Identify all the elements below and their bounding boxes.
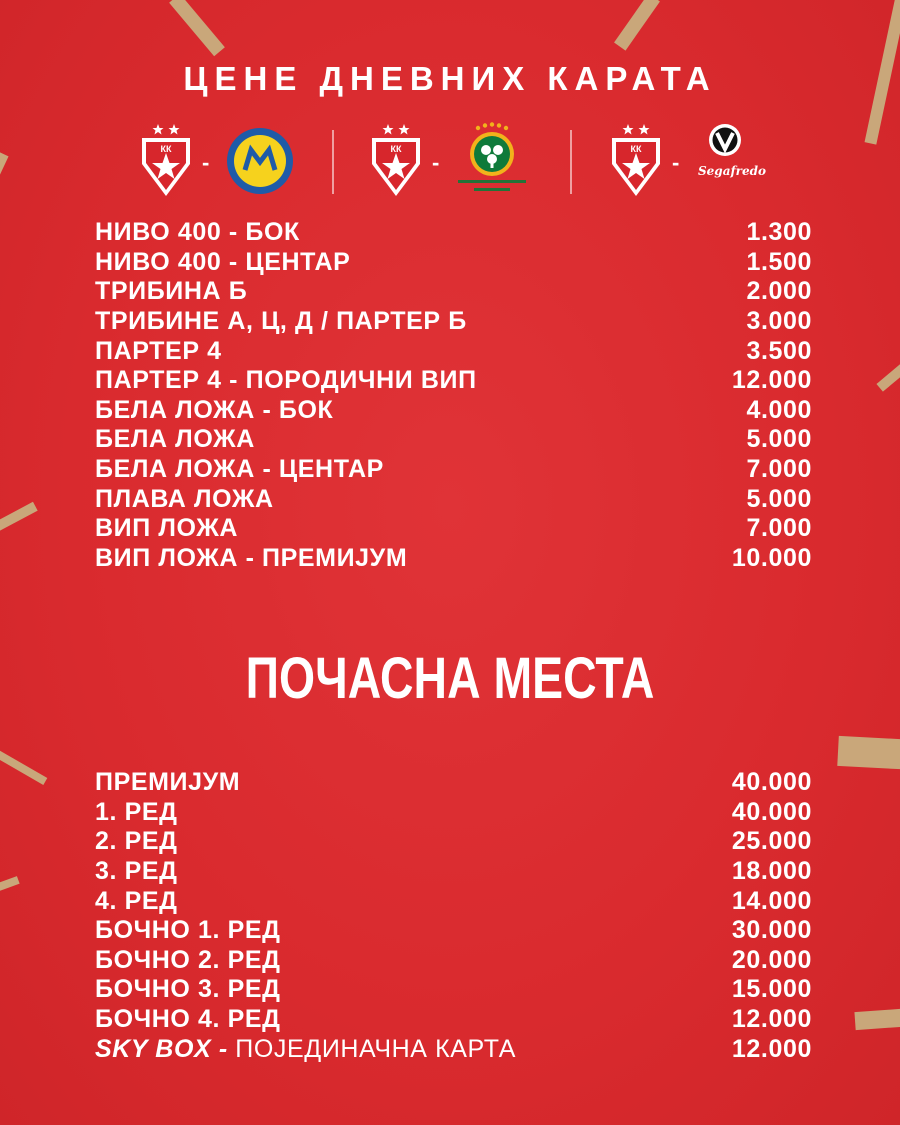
gold-shard-left-1	[0, 152, 9, 238]
price-row	[95, 768, 812, 798]
price-row	[95, 425, 812, 455]
price-row	[95, 396, 812, 426]
price-row-value: 40.000	[731, 797, 812, 826]
gold-shard-top-right	[614, 0, 660, 51]
matchup-3-separator: -	[672, 150, 680, 175]
price-row-label: ТРИБИНЕ А, Ц, Д / ПАРТЕР Б	[95, 307, 467, 336]
price-row	[95, 218, 812, 248]
price-row	[95, 886, 812, 916]
price-row-value: 10.000	[731, 543, 812, 572]
price-row	[95, 514, 812, 544]
skybox-label-light: ПОЈЕДИНАЧНА КАРТА	[235, 1034, 517, 1063]
matchup-2-separator: -	[432, 150, 440, 175]
price-row	[95, 307, 812, 337]
gold-shard-left-3	[0, 743, 47, 785]
crvena-zvezda-crest-icon	[366, 122, 426, 198]
crest-monogram: КК	[630, 144, 642, 154]
price-row-value: 7.000	[746, 514, 812, 543]
matchup-2	[360, 122, 550, 202]
price-row-label: ПРЕМИЈУМ	[95, 768, 241, 797]
price-row-label: БЕЛА ЛОЖА - БОК	[95, 395, 334, 424]
price-row-value: 3.000	[746, 307, 812, 336]
crest-monogram: КК	[390, 144, 402, 154]
page-title: ЦЕНЕ ДНЕВНИХ КАРАТА	[183, 60, 717, 97]
price-row	[95, 366, 812, 396]
price-row	[95, 248, 812, 278]
gold-shard-left-4	[0, 876, 20, 892]
matchups-row	[130, 122, 770, 202]
crvena-zvezda-crest-icon	[136, 122, 196, 198]
price-row-value: 1.300	[746, 218, 812, 247]
price-row-value: 25.000	[731, 827, 812, 856]
price-row-label: ТРИБИНА Б	[95, 277, 248, 306]
price-row-value: 12.000	[731, 1005, 812, 1034]
price-row-value: 3.500	[746, 336, 812, 365]
price-row	[95, 455, 812, 485]
price-row-label: БОЧНО 1. РЕД	[95, 916, 281, 945]
daily-price-list	[95, 218, 812, 573]
virtus-segafredo-crest-icon	[692, 122, 762, 162]
price-row	[95, 916, 812, 946]
price-row-label: БОЧНО 2. РЕД	[95, 945, 281, 974]
price-row-label: ПАРТЕР 4	[95, 336, 222, 365]
price-row-label: БОЧНО 3. РЕД	[95, 975, 281, 1004]
gold-shard-right-2	[837, 736, 900, 770]
gold-shard-left-2	[0, 502, 38, 548]
price-row-label: 3. РЕД	[95, 857, 178, 886]
price-row-value: 14.000	[731, 886, 812, 915]
price-row-value: 1.500	[746, 247, 812, 276]
price-row-label: ПАРТЕР 4 - ПОРОДИЧНИ ВИП	[95, 366, 477, 395]
price-row-label: НИВО 400 - ЦЕНТАР	[95, 247, 351, 276]
price-row	[95, 544, 812, 574]
price-row-value: 7.000	[746, 455, 812, 484]
matchup-1-separator: -	[202, 150, 210, 175]
price-row	[95, 798, 812, 828]
price-row-value: 30.000	[731, 916, 812, 945]
price-row-value: 5.000	[746, 484, 812, 513]
price-row-value: 15.000	[731, 975, 812, 1004]
matchup-divider-1	[332, 130, 334, 194]
honorary-section-title: ПОЧАСНА МЕСТА	[245, 646, 655, 711]
price-row-label: 2. РЕД	[95, 827, 178, 856]
sponsor-wordmark: Segafredo	[698, 164, 766, 178]
maccabi-tel-aviv-crest-icon	[225, 126, 295, 196]
price-row-label: БОЧНО 4. РЕД	[95, 1005, 281, 1034]
panathinaikos-crest-icon	[452, 122, 532, 200]
price-row-value: 12.000	[731, 366, 812, 395]
skybox-row-label	[95, 1035, 732, 1064]
price-row-label: ПЛАВА ЛОЖА	[95, 484, 274, 513]
price-row	[95, 484, 812, 514]
gold-shard-right-3	[854, 1008, 900, 1030]
price-row	[95, 827, 812, 857]
price-row-value: 5.000	[746, 425, 812, 454]
price-row	[95, 1005, 812, 1035]
price-row	[95, 277, 812, 307]
matchup-divider-2	[570, 130, 572, 194]
price-row-label: БЕЛА ЛОЖА	[95, 425, 255, 454]
price-row-value: 20.000	[731, 945, 812, 974]
price-row	[95, 946, 812, 976]
crest-monogram: КК	[160, 144, 172, 154]
price-row-label: 4. РЕД	[95, 886, 178, 915]
price-row-value: 4.000	[746, 395, 812, 424]
price-row-label: ВИП ЛОЖА - ПРЕМИЈУМ	[95, 543, 408, 572]
price-row-label: ВИП ЛОЖА	[95, 514, 239, 543]
skybox-row	[95, 1034, 812, 1064]
price-row-value: 2.000	[746, 277, 812, 306]
gold-shard-right-1	[876, 358, 900, 391]
price-row-label: НИВО 400 - БОК	[95, 218, 300, 247]
price-row	[95, 975, 812, 1005]
price-row-label: 1. РЕД	[95, 797, 178, 826]
skybox-label-bold: SKY BOX -	[95, 1034, 236, 1063]
price-row-value: 40.000	[731, 768, 812, 797]
crvena-zvezda-crest-icon	[606, 122, 666, 198]
gold-shard-top-left	[169, 0, 225, 56]
honorary-price-list	[95, 768, 812, 1064]
price-row-label: БЕЛА ЛОЖА - ЦЕНТАР	[95, 455, 384, 484]
skybox-row-value: 12.000	[731, 1034, 812, 1063]
matchup-3	[600, 122, 770, 202]
price-row	[95, 857, 812, 887]
matchup-1	[130, 122, 310, 202]
price-row-value: 18.000	[731, 857, 812, 886]
price-row	[95, 336, 812, 366]
